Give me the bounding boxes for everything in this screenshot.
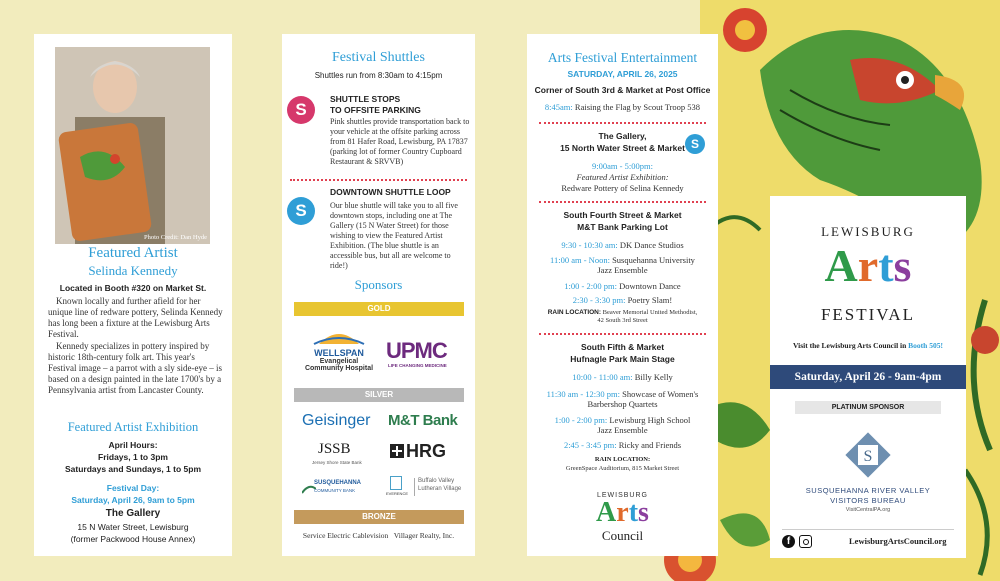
wellspan-logo [294, 326, 384, 378]
event-lhs-jazz: 1:00 - 2:00 pm: Lewisburg High School [554, 415, 691, 425]
bvlv-line2: Lutheran Village [418, 486, 462, 492]
wellspan-line3: Community Hospital [304, 365, 374, 372]
entertainment-heading: Arts Festival Entertainment [547, 50, 698, 65]
location-hufnagle-b: Hufnagle Park Main Stage [570, 354, 675, 364]
shuttles-sponsors-panel [282, 34, 475, 556]
event-ricky: 2:45 - 3:45 pm: Ricky and Friends [563, 440, 682, 450]
artist-bio-1: Known locally and further afield for her unique line of redware pottery, Selinda Kennedy has long been a fixture at the Lewisburg Arts Festival. [48, 296, 223, 339]
event-su-jazz-b: Jazz Ensemble [597, 265, 648, 275]
logo-divider [414, 478, 415, 496]
location-post-office: Corner of South 3rd & Market at Post Office [534, 85, 711, 95]
geisinger-logo: Geisinger [302, 412, 371, 429]
event-downtown-dance: 1:00 - 2:00 pm: Downtown Dance [564, 281, 681, 291]
artist-with-platter-image [55, 47, 210, 244]
festival-date-banner: Saturday, April 26 - 9am-4pm [770, 365, 966, 389]
festival-logo-top: LEWISBURG [821, 224, 915, 239]
location-gallery-b: 15 North Water Street & Market [560, 143, 685, 153]
council-logo-arts: Arts [596, 497, 649, 528]
wellspan-name: WELLSPAN [314, 348, 364, 358]
srvvb-logo-icon [842, 429, 894, 481]
hours-weekend: Saturdays and Sundays, 1 to 5pm [64, 464, 202, 474]
stop1-description: Pink shuttles provide transportation back to your vehicle at the offsite parking across from 81 Hafer Road, Lewisburg, PA 17837 (parking lot of former Country Cupboard Restaurant & SRVVB) [330, 117, 470, 166]
susquehanna-bank-name: SUSQUEHANNA [314, 480, 362, 486]
event-billy-kelly: 10:00 - 11:00 am: Billy Kelly [572, 372, 673, 382]
entertainment-panel [527, 34, 718, 556]
bronze-tier-bar: BRONZE [294, 510, 464, 524]
festival-day-hours: Saturday, April 26, 9am to 5pm [71, 495, 195, 505]
mt-bank-logo: M&T Bank [388, 412, 458, 429]
susquehanna-bank-sub: COMMUNITY BANK [314, 488, 356, 493]
festival-info-panel [770, 196, 966, 558]
everence-logo: EVERENCE [386, 491, 409, 496]
stop1-title-a: SHUTTLE STOPS [330, 94, 401, 104]
website-link[interactable]: LewisburgArtsCouncil.org [849, 536, 947, 546]
divider [290, 179, 467, 181]
event-gallery-time: 9:00am - 5:00pm: [592, 161, 653, 171]
artist-photo [55, 47, 210, 244]
event-barbershop: 11:30 am - 12:30 pm: Showcase of Women's [546, 389, 699, 399]
festival-logo-bottom: FESTIVAL [820, 305, 916, 324]
photo-credit: Photo Credit: Dan Hyde [143, 234, 207, 241]
council-logo-top: LEWISBURG [596, 492, 648, 499]
event-gallery-title: Featured Artist Exhibition: [576, 172, 669, 182]
festival-logo-arts: Arts [824, 240, 912, 291]
rain-location-2: GreenSpace Auditorium, 815 Market Street [565, 465, 680, 472]
location-mt-bank-b: M&T Bank Parking Lot [577, 222, 668, 232]
council-logo-bottom: Council [601, 528, 644, 543]
stop2-title: DOWNTOWN SHUTTLE LOOP [330, 187, 451, 197]
blue-shuttle-icon: S [287, 197, 315, 225]
divider [539, 201, 706, 203]
jssb-logo: JSSB [318, 441, 351, 457]
rain-location-2-label: RAIN LOCATION: [594, 456, 651, 463]
stop2-description: Our blue shuttle will take you to all five downtown stops, including one at The Gallery (15 N Water Street) for those wishing to view the Featured Artist Exhibition. (The blue shuttle is an accessible bus, but all are welcome to ride!) [330, 201, 458, 270]
event-poetry-slam: 2:30 - 3:30 pm: Poetry Slam! [572, 295, 673, 305]
wellspan-sun-icon [294, 326, 384, 346]
upmc-logo: UPMC [386, 338, 447, 363]
location-gallery-a: The Gallery, [598, 131, 647, 141]
exhibition-heading: Featured Artist Exhibition [67, 420, 199, 434]
april-hours-label: April Hours: [108, 440, 158, 450]
event-lhs-jazz-b: Jazz Ensemble [597, 425, 648, 435]
event-su-jazz: 11:00 am - Noon: Susquehanna University [550, 255, 695, 265]
blue-shuttle-icon: S [685, 134, 705, 154]
platinum-sponsor-label: PLATINUM SPONSOR [795, 401, 941, 414]
event-flag-raising: 8:45am: Raising the Flag by Scout Troop 538 [544, 102, 701, 112]
gold-tier-bar: GOLD [294, 302, 464, 316]
rain-location-1-b: 42 South 3rd Street [597, 317, 648, 324]
srvvb-name-b: VISITORS BUREAU [830, 496, 906, 505]
wellspan-line2: Evangelical [319, 358, 359, 365]
gallery-address: 15 N Water Street, Lewisburg [77, 522, 189, 532]
shuttles-heading: Festival Shuttles [332, 50, 425, 65]
upmc-tagline: LIFE CHANGING MEDICINE [388, 363, 447, 368]
instagram-icon[interactable] [799, 535, 812, 548]
location-hufnagle-a: South Fifth & Market [580, 342, 665, 352]
event-gallery-desc: Redware Pottery of Selina Kennedy [561, 183, 684, 193]
jssb-tagline: Jersey Shore State Bank [312, 460, 362, 465]
featured-artist-heading: Featured Artist [88, 245, 178, 261]
divider [782, 529, 954, 530]
event-dk-dance: 9:30 - 10:30 am: DK Dance Studios [561, 240, 684, 250]
silver-tier-bar: SILVER [294, 388, 464, 402]
festival-day-label: Festival Day: [106, 483, 160, 493]
gallery-note: (former Packwood House Annex) [70, 534, 196, 544]
divider [539, 122, 706, 124]
srvvb-name-a: SUSQUEHANNA RIVER VALLEY [805, 486, 931, 495]
gallery-venue: The Gallery [105, 508, 161, 519]
event-barbershop-b: Barbershop Quartets [587, 399, 658, 409]
stop1-title-b: TO OFFSITE PARKING [330, 105, 421, 115]
srvvb-url: VisitCentralPA.org [845, 507, 891, 513]
shuttles-hours: Shuttles run from 8:30am to 4:15pm [314, 71, 443, 80]
everence-icon [390, 476, 402, 490]
artist-bio-2: Kennedy specializes in pottery inspired by historic 18th-century folk art. This year's Festival image – a parrot with a sly side-eye – is based on a design painted in the late 1700's by a Pennsylvania artist from Lancaster County. [48, 341, 222, 395]
entertainment-date: SATURDAY, APRIL 26, 2025 [567, 69, 678, 79]
pink-shuttle-icon: S [287, 96, 315, 124]
divider [539, 333, 706, 335]
visit-text: Visit the Lewisburg Arts Council in Booth 505! [793, 341, 943, 350]
svg-text:S: S [863, 448, 873, 465]
location-mt-bank-a: South Fourth Street & Market [563, 210, 682, 220]
hrg-logo: HRG [406, 441, 446, 461]
hours-weekday: Fridays, 1 to 3pm [98, 452, 168, 462]
hrg-plus-icon [390, 444, 404, 458]
facebook-icon[interactable]: f [782, 535, 795, 548]
bvlv-line1: Buffalo Valley [418, 478, 455, 484]
artist-name: Selinda Kennedy [88, 263, 178, 278]
rain-location-1: RAIN LOCATION: Beaver Memorial United Methodist, [547, 309, 698, 316]
bronze-sponsors: Service Electric Cablevision Villager Realty, Inc. [302, 531, 455, 540]
featured-artist-panel [34, 34, 232, 556]
booth-location: Located in Booth #320 on Market St. [59, 283, 207, 293]
sponsors-heading: Sponsors [354, 277, 403, 292]
